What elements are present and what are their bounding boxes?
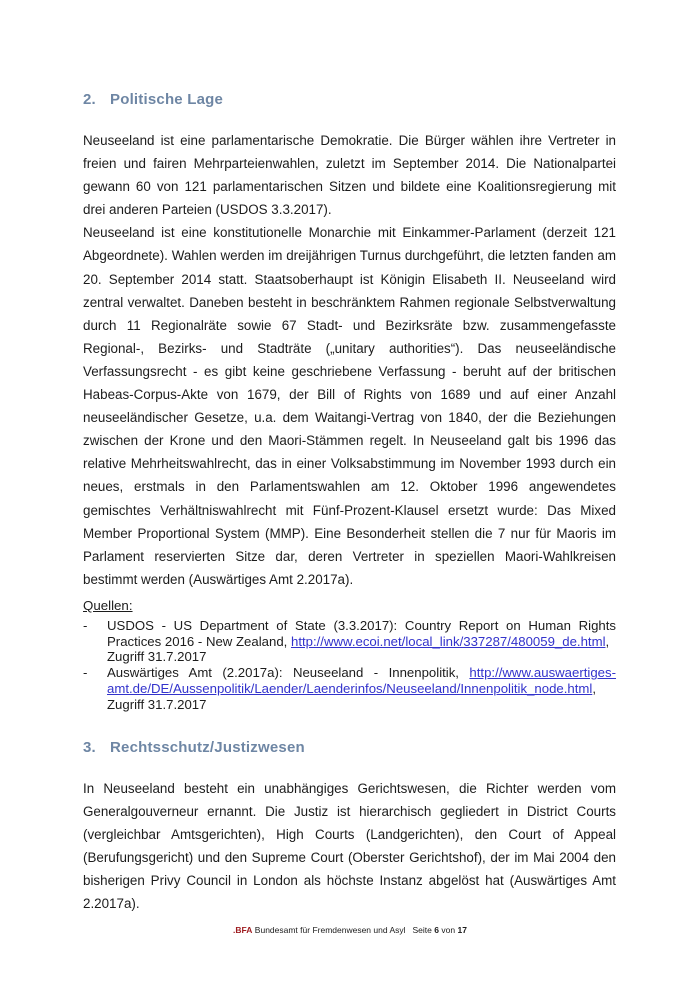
source-text	[107, 665, 616, 712]
page-current: 6	[434, 925, 439, 935]
source-suffix: ,	[592, 681, 596, 697]
page-count: Seite 6 von 17	[412, 925, 467, 935]
source-text	[107, 618, 616, 665]
source-suffix: ,	[605, 633, 610, 649]
page-total: 17	[457, 925, 467, 935]
source-item-auswaertiges-amt	[83, 665, 616, 712]
source-citation: USDOS - US Department of State (3.3.2017): Country Report on Human Rights Practices 2016 - New Zealand,	[107, 617, 616, 649]
page-footer	[0, 925, 700, 935]
source-link-auswaertiges-amt[interactable]: http://www.auswaertiges-amt.de/DE/Aussenpolitik/Laender/Laenderinfos/Neuseeland/Innenpolitik_node.html	[107, 665, 616, 697]
paragraph-gerichtswesen: In Neuseeland besteht ein unabhängiges Gerichtswesen, die Richter werden vom Generalgouverneur ernannt. Die Justiz ist hierarchisch gegliedert in District Courts (vergleichbar Amtsgerichten), High Courts (Landgerichten), den Court of Appeal (Berufungsgericht) und den Supreme Court (Oberster Gerichtshof), der im Mai 2004 den bisherigen Privy Council in London als höchste Instanz abgelöst hat (Auswärtiges Amt 2.2017a).	[83, 780, 616, 912]
list-dash: -	[83, 617, 88, 633]
section-title: Politische Lage	[110, 91, 224, 108]
paragraph-monarchie-wahlrecht: Neuseeland ist eine konstitutionelle Monarchie mit Einkammer-Parlament (derzeit 121 Abgeordnete). Wahlen werden im dreijährigen Turnus durchgeführt, die letzten fanden am 20. September 2014 statt. Staatsoberhaupt ist Königin Elisabeth II. Neuseeland wird zentral verwaltet. Daneben besteht in beschränktem Rahmen regionale Selbstverwaltung durch 11 Regionalräte sowie 67 Stadt- und Bezirksräte bzw. zusammengefasste Regional-, Bezirks- und Stadträte („unitary authorities“). Das neuseeländische Verfassungsrecht - es gibt keine geschriebene Verfassung - beruht auf der britischen Habeas-Corpus-Akte von 1679, der Bill of Rights von 1689 und auf einer Anzahl neuseeländischer Gesetze, u.a. dem Waitangi-Vertrag von 1840, der die Beziehungen zwischen der Krone und den Maori-Stämmen regelt. In Neuseeland galt bis 1996 das relative Mehrheitswahlrecht, das in einer Volksabstimmung im November 1993 durch ein neues, erstmals in den Parlamentswahlen am 12. Oktober 1996 angewendetes gemischtes Verhältniswahlrecht mit Fünf-Prozent-Klausel ersetzt wurde: Das Mixed Member Proportional System (MMP). Eine Besonderheit stellen die 7 nur für Maoris im Parlament reservierten Sitze dar, deren Vertreter in speziellen Maori-Wahlkreisen bestimmt werden (Auswärtiges Amt 2.2017a).	[83, 225, 616, 587]
source-item-usdos	[83, 618, 616, 665]
section-heading-politische-lage	[83, 91, 616, 108]
source-access-date: Zugriff 31.7.2017	[107, 649, 207, 665]
sources-label: Quellen:	[83, 597, 133, 613]
bfa-logo: .BFA	[233, 925, 253, 935]
section-heading-rechtsschutz	[83, 739, 616, 756]
section-number: 3.	[83, 738, 96, 756]
list-dash: -	[83, 665, 88, 681]
source-citation: Auswärtiges Amt (2.2017a): Neuseeland - Innenpolitik,	[107, 665, 470, 681]
section-title: Rechtsschutz/Justizwesen	[110, 738, 305, 756]
source-link-ecoi[interactable]: http://www.ecoi.net/local_link/337287/480059_de.html	[290, 633, 606, 649]
section-number: 2.	[83, 91, 96, 108]
paragraph-demokratie: Neuseeland ist eine parlamentarische Demokratie. Die Bürger wählen ihre Vertreter in freien und fairen Mehrparteienwahlen, zuletzt im September 2014. Die Nationalpartei gewann 60 von 121 parlamentarischen Sitzen und bildete eine Koalitionsregierung mit drei anderen Parteien (USDOS 3.3.2017).	[83, 133, 616, 218]
sources-list	[83, 618, 616, 713]
footer-org-name: Bundesamt für Fremdenwesen und Asyl	[254, 925, 406, 935]
source-access-date: Zugriff 31.7.2017	[107, 696, 207, 712]
